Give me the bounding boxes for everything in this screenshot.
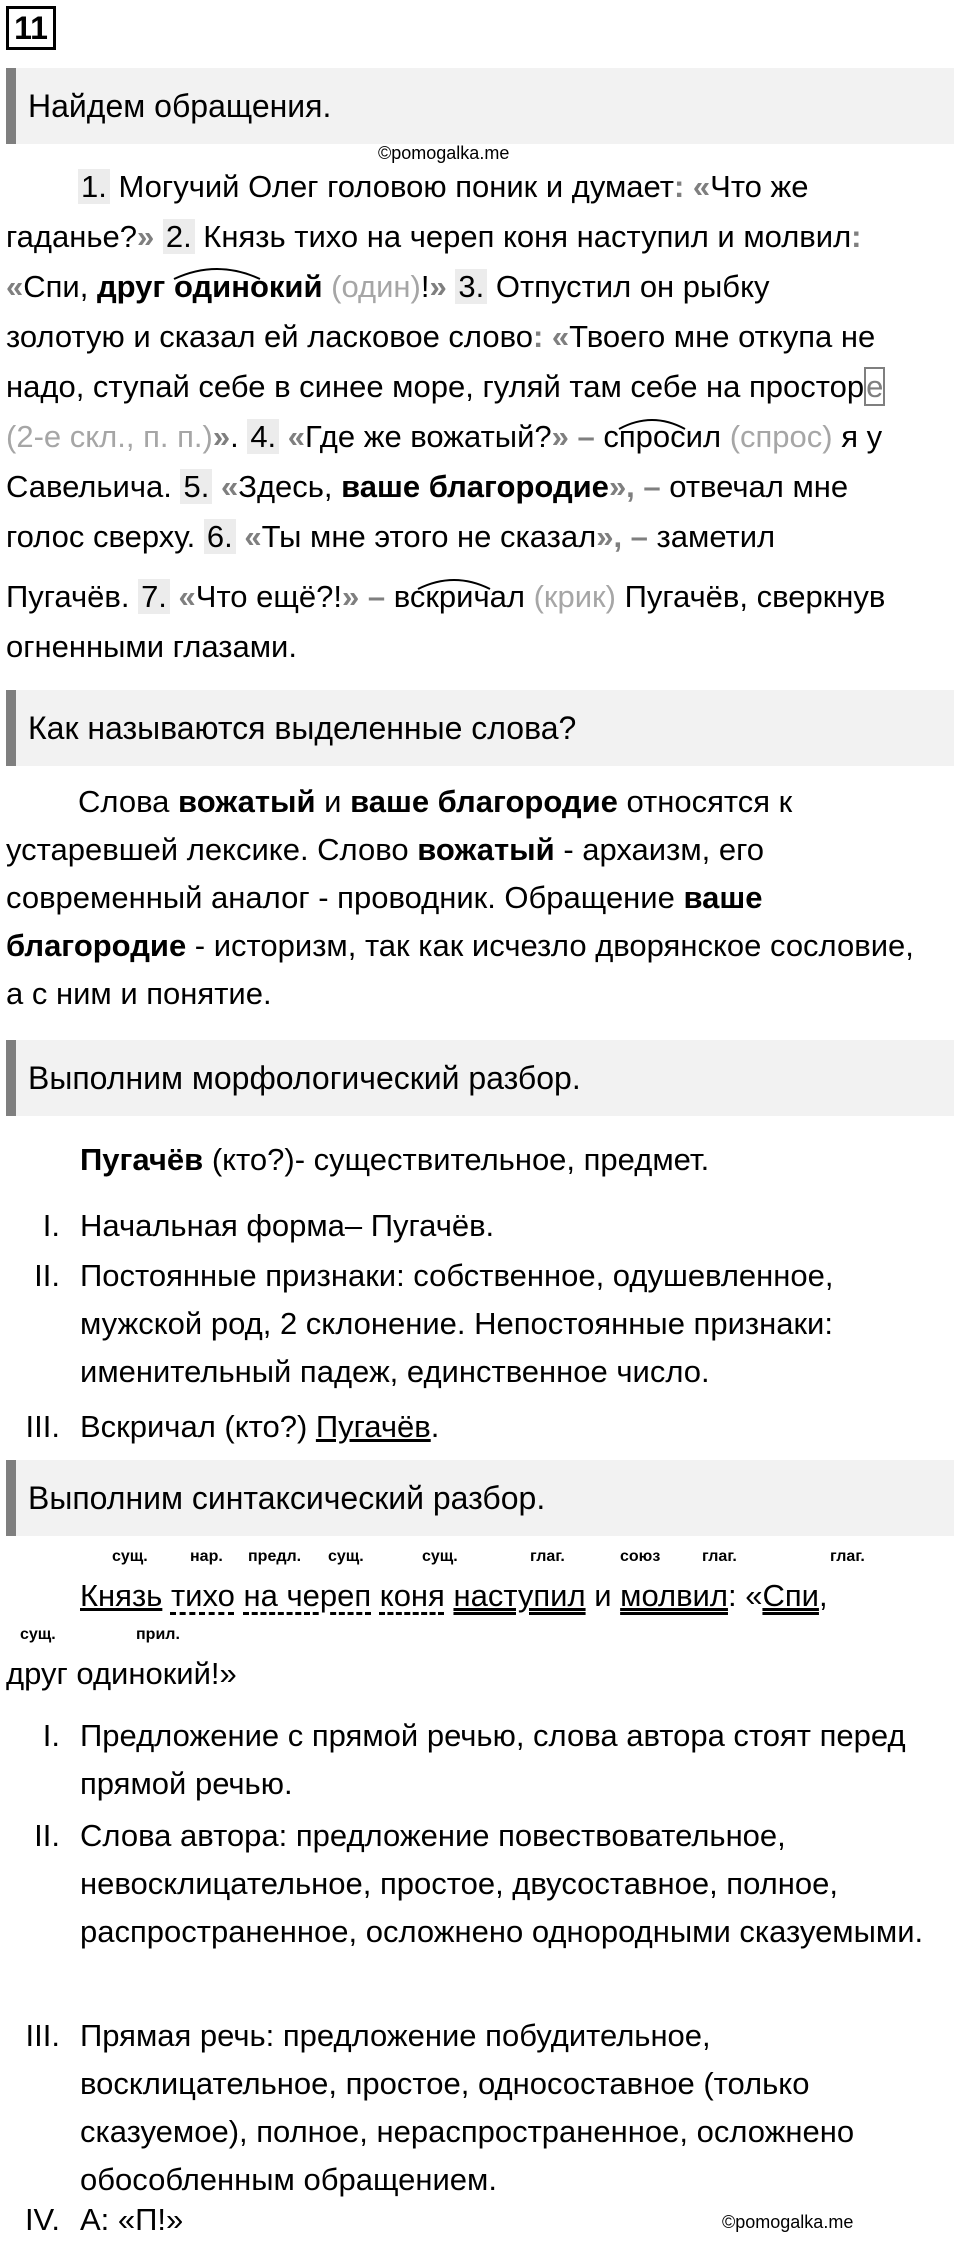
pos-label: глаг. xyxy=(830,1548,865,1565)
watermark: ©pomogalka.me xyxy=(378,143,510,163)
text-line-2: гаданье?» 2. Князь тихо на череп коня наступил и молвил: xyxy=(6,219,862,254)
syntax-sentence-line-1: Князь тихо на череп коня наступил и молвил: «Спи, xyxy=(80,1578,828,1613)
pos-label: глаг. xyxy=(530,1548,565,1565)
watermark: ©pomogalka.me xyxy=(722,2212,854,2232)
morph-intro: Пугачёв (кто?)- существительное, предмет. xyxy=(80,1142,710,1177)
text-line-6: (2-е скл., п. п.)». 4. «Где же вожатый?» – спросил (спрос) я у xyxy=(6,413,882,461)
explanation-paragraph: Слова вожатый и ваше благородие относятся к устаревшей лексике. Слово вожатый - архаизм, его современный аналог - проводник. Обращение ваше благородие - историзм, так как исчезло дворянское сословие, а с ним и понятие. xyxy=(6,784,914,1011)
task-number: 11 xyxy=(6,6,56,50)
section-header-syntax: Выполним синтаксический разбор. xyxy=(6,1460,954,1536)
root-arc-icon xyxy=(172,263,262,281)
text-line-5: надо, ступай себе в синее море, гуляй там себе на просторе xyxy=(6,369,884,404)
text-line-10: огненными глазами. xyxy=(6,629,297,664)
pos-label: глаг. xyxy=(702,1548,737,1565)
text-line-7: Савельича. 5. «Здесь, ваше благородие», – отвечал мне xyxy=(6,469,849,504)
text-line-4: золотую и сказал ей ласковое слово: «Твоего мне откупа не xyxy=(6,319,876,354)
pos-label: сущ. xyxy=(422,1548,458,1565)
section-header-what-called: Как называются выделенные слова? xyxy=(6,690,954,766)
section-header-find-addresses: Найдем обращения. xyxy=(6,68,954,144)
pos-label: союз xyxy=(620,1548,661,1565)
text-line-9: Пугачёв. 7. «Что ещё?!» – вскричал (крик) Пугачёв, сверкнув xyxy=(6,573,885,621)
text-line-3: «Спи, друг одинокий (один)!» 3. Отпустил он рыбку xyxy=(6,263,769,311)
root-arc-icon xyxy=(416,575,492,591)
section-header-morph: Выполним морфологический разбор. xyxy=(6,1040,954,1116)
pos-label: сущ. xyxy=(112,1548,148,1565)
pos-label: прил. xyxy=(136,1626,180,1643)
text-line-1: 1. Могучий Олег головою поник и думает: «Что же xyxy=(78,163,809,211)
syntax-sentence-line-2: друг одинокий!» xyxy=(6,1656,237,1691)
pos-label: сущ. xyxy=(20,1626,56,1643)
pos-label: предл. xyxy=(248,1548,302,1565)
pos-label: нар. xyxy=(190,1548,223,1565)
pos-label: сущ. xyxy=(328,1548,364,1565)
page: 11 Найдем обращения. ©pomogalka.me 1. Могучий Олег головою поник и думает: «Что же гаданье?» 2. Князь тихо на череп коня наступил и молвил: «Спи, друг одинокий (один)!» 3. Отпустил он рыбку золотую и сказал ей ласковое слово: «Твоего мне откупа не надо, ступай себе в синее море, гуляй там себе на просторе (2-е скл., п. п.)». 4. «Где же вожатый?» – спросил (спрос) я у Савельича. 5. «Здесь, ваше благородие», – отвечал мне голос сверху. 6. «Ты мне этого не сказал», – заметил Пугачёв. 7. «Что ещё?!» – вскричал (крик) Пугачёв, сверкнув огненными глазами. Как называются выделенные слова? Слова вожатый и ваше благородие относятся к устаревшей лексике. Слово вожатый - архаизм, его современный аналог - проводник. Обращение ваше благородие - историзм, так как исчезло дворянское сословие, а с ним и понятие. Выполним морфологический разбор. Пугачёв (кто?)- существительное, предмет. I. Начальная форма– Пугачёв. II. Постоянные признаки: собственное, одушевленное, мужской род, 2 склонение. Непостоянные признаки: именительный падеж, единственное число. III. Вскричал (кто?) Пугачёв. Выполним синтаксический разбор. сущ. нар. предл. сущ. сущ. глаг. союз глаг. глаг. Князь тихо на череп коня наступил и молвил: «Спи, сущ. прил. друг одинокий!» I. Предложение с прямой речью, слова автора стоят перед прямой речью. II. Слова автора: предложение повествовательное, невосклицательное, простое, двусоставное, полное, распространенное, осложнено однородными сказуемыми. III. Прямая речь: предложение побудительное, восклицательное, простое, односоставное (только сказуемое), полное, нераспространенное, осложнено обособленным обращением. IV. А: «П!» ©pomogalka.me xyxy=(0,0,960,2251)
text-line-8: голос сверху. 6. «Ты мне этого не сказал», – заметил xyxy=(6,519,776,554)
root-arc-icon xyxy=(617,415,687,431)
